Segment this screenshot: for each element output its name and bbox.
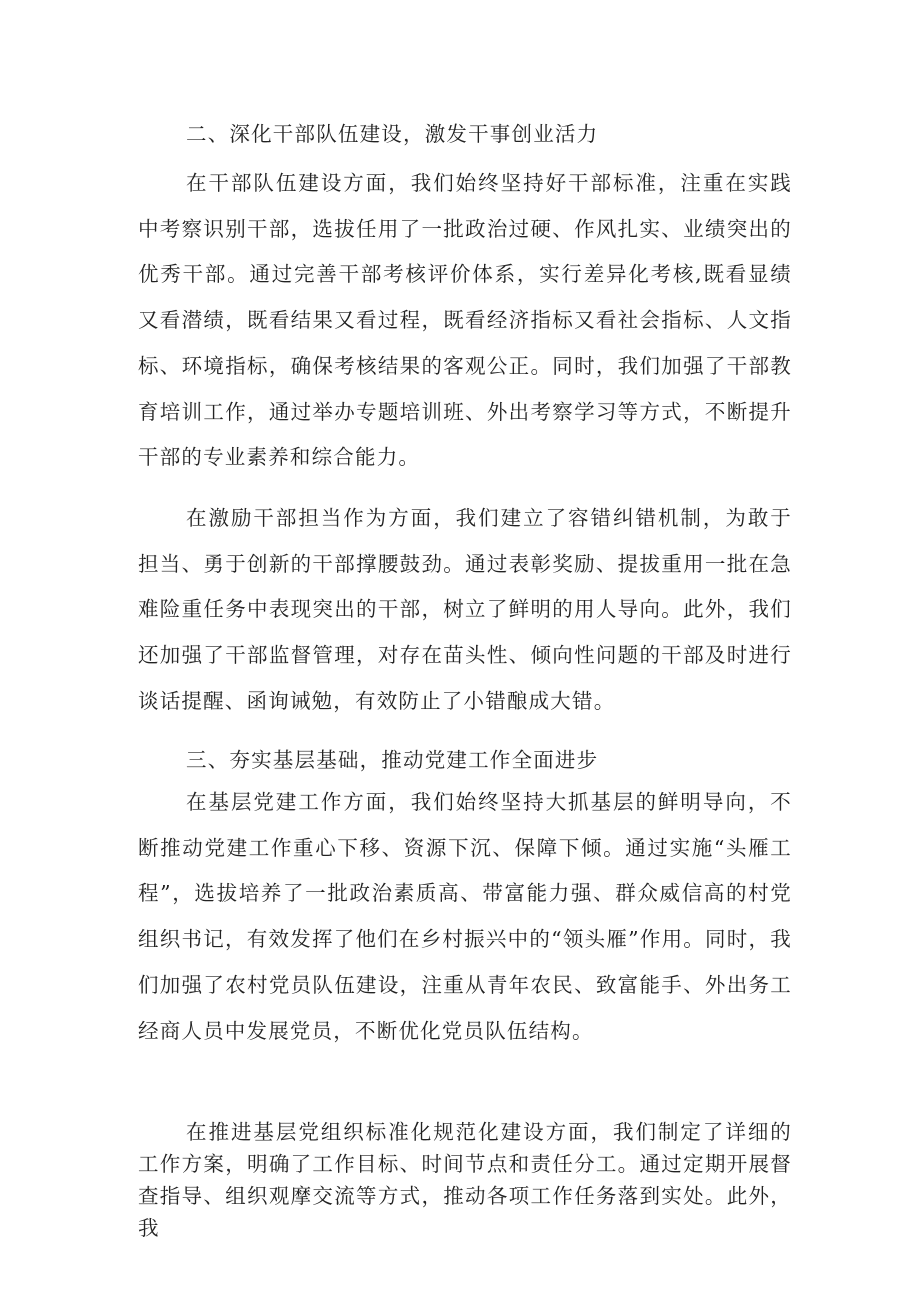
section-heading-3: 三、夯实基层基础，推动党建工作全面进步 xyxy=(186,748,599,772)
paragraph-grassroots-party-building xyxy=(138,780,792,1054)
paragraph-text: 在激励干部担当作为方面，我们建立了容错纠错机制，为敢于担当、勇于创新的干部撑腰鼓劲。通过表彰奖励、提拔重用一批在急难险重任务中表现突出的干部，树立了鲜明的用人导向。此外，我们还加强了干部监督管理，对存在苗头性、倾向性问题的干部及时进行谈话提醒、函询诫勉，有效防止了小错酿成大错。 xyxy=(138,506,792,713)
paragraph-cadre-incentive xyxy=(138,496,792,725)
paragraph-standardization xyxy=(138,1116,792,1244)
paragraph-text: 在基层党建工作方面，我们始终坚持大抓基层的鲜明导向，不断推动党建工作重心下移、资源下沉、保障下倾。通过实施“头雁工程”，选拔培养了一批政治素质高、带富能力强、群众威信高的村党组织书记，有效发挥了他们在乡村振兴中的“领头雁”作用。同时，我们加强了农村党员队伍建设，注重从青年农民、致富能手、外出务工经商人员中发展党员，不断优化党员队伍结构。 xyxy=(138,790,792,1043)
paragraph-text: 在推进基层党组织标准化规范化建设方面，我们制定了详细的工作方案，明确了工作目标、时间节点和责任分工。通过定期开展督查指导、组织观摩交流等方式，推动各项工作任务落到实处。此外，我 xyxy=(138,1120,792,1240)
section-heading-2: 二、深化干部队伍建设，激发干事创业活力 xyxy=(186,122,599,146)
paragraph-cadre-building xyxy=(138,161,792,481)
paragraph-text: 在干部队伍建设方面，我们始终坚持好干部标准，注重在实践中考察识别干部，选拔任用了一批政治过硬、作风扎实、业绩突出的优秀干部。通过完善干部考核评价体系，实行差异化考核,既看显绩又看潜绩，既看结果又看过程，既看经济指标又看社会指标、人文指标、环境指标，确保考核结果的客观公正。同时，我们加强了干部教育培训工作，通过举办专题培训班、外出考察学习等方式，不断提升干部的专业素养和综合能力。 xyxy=(138,171,792,470)
